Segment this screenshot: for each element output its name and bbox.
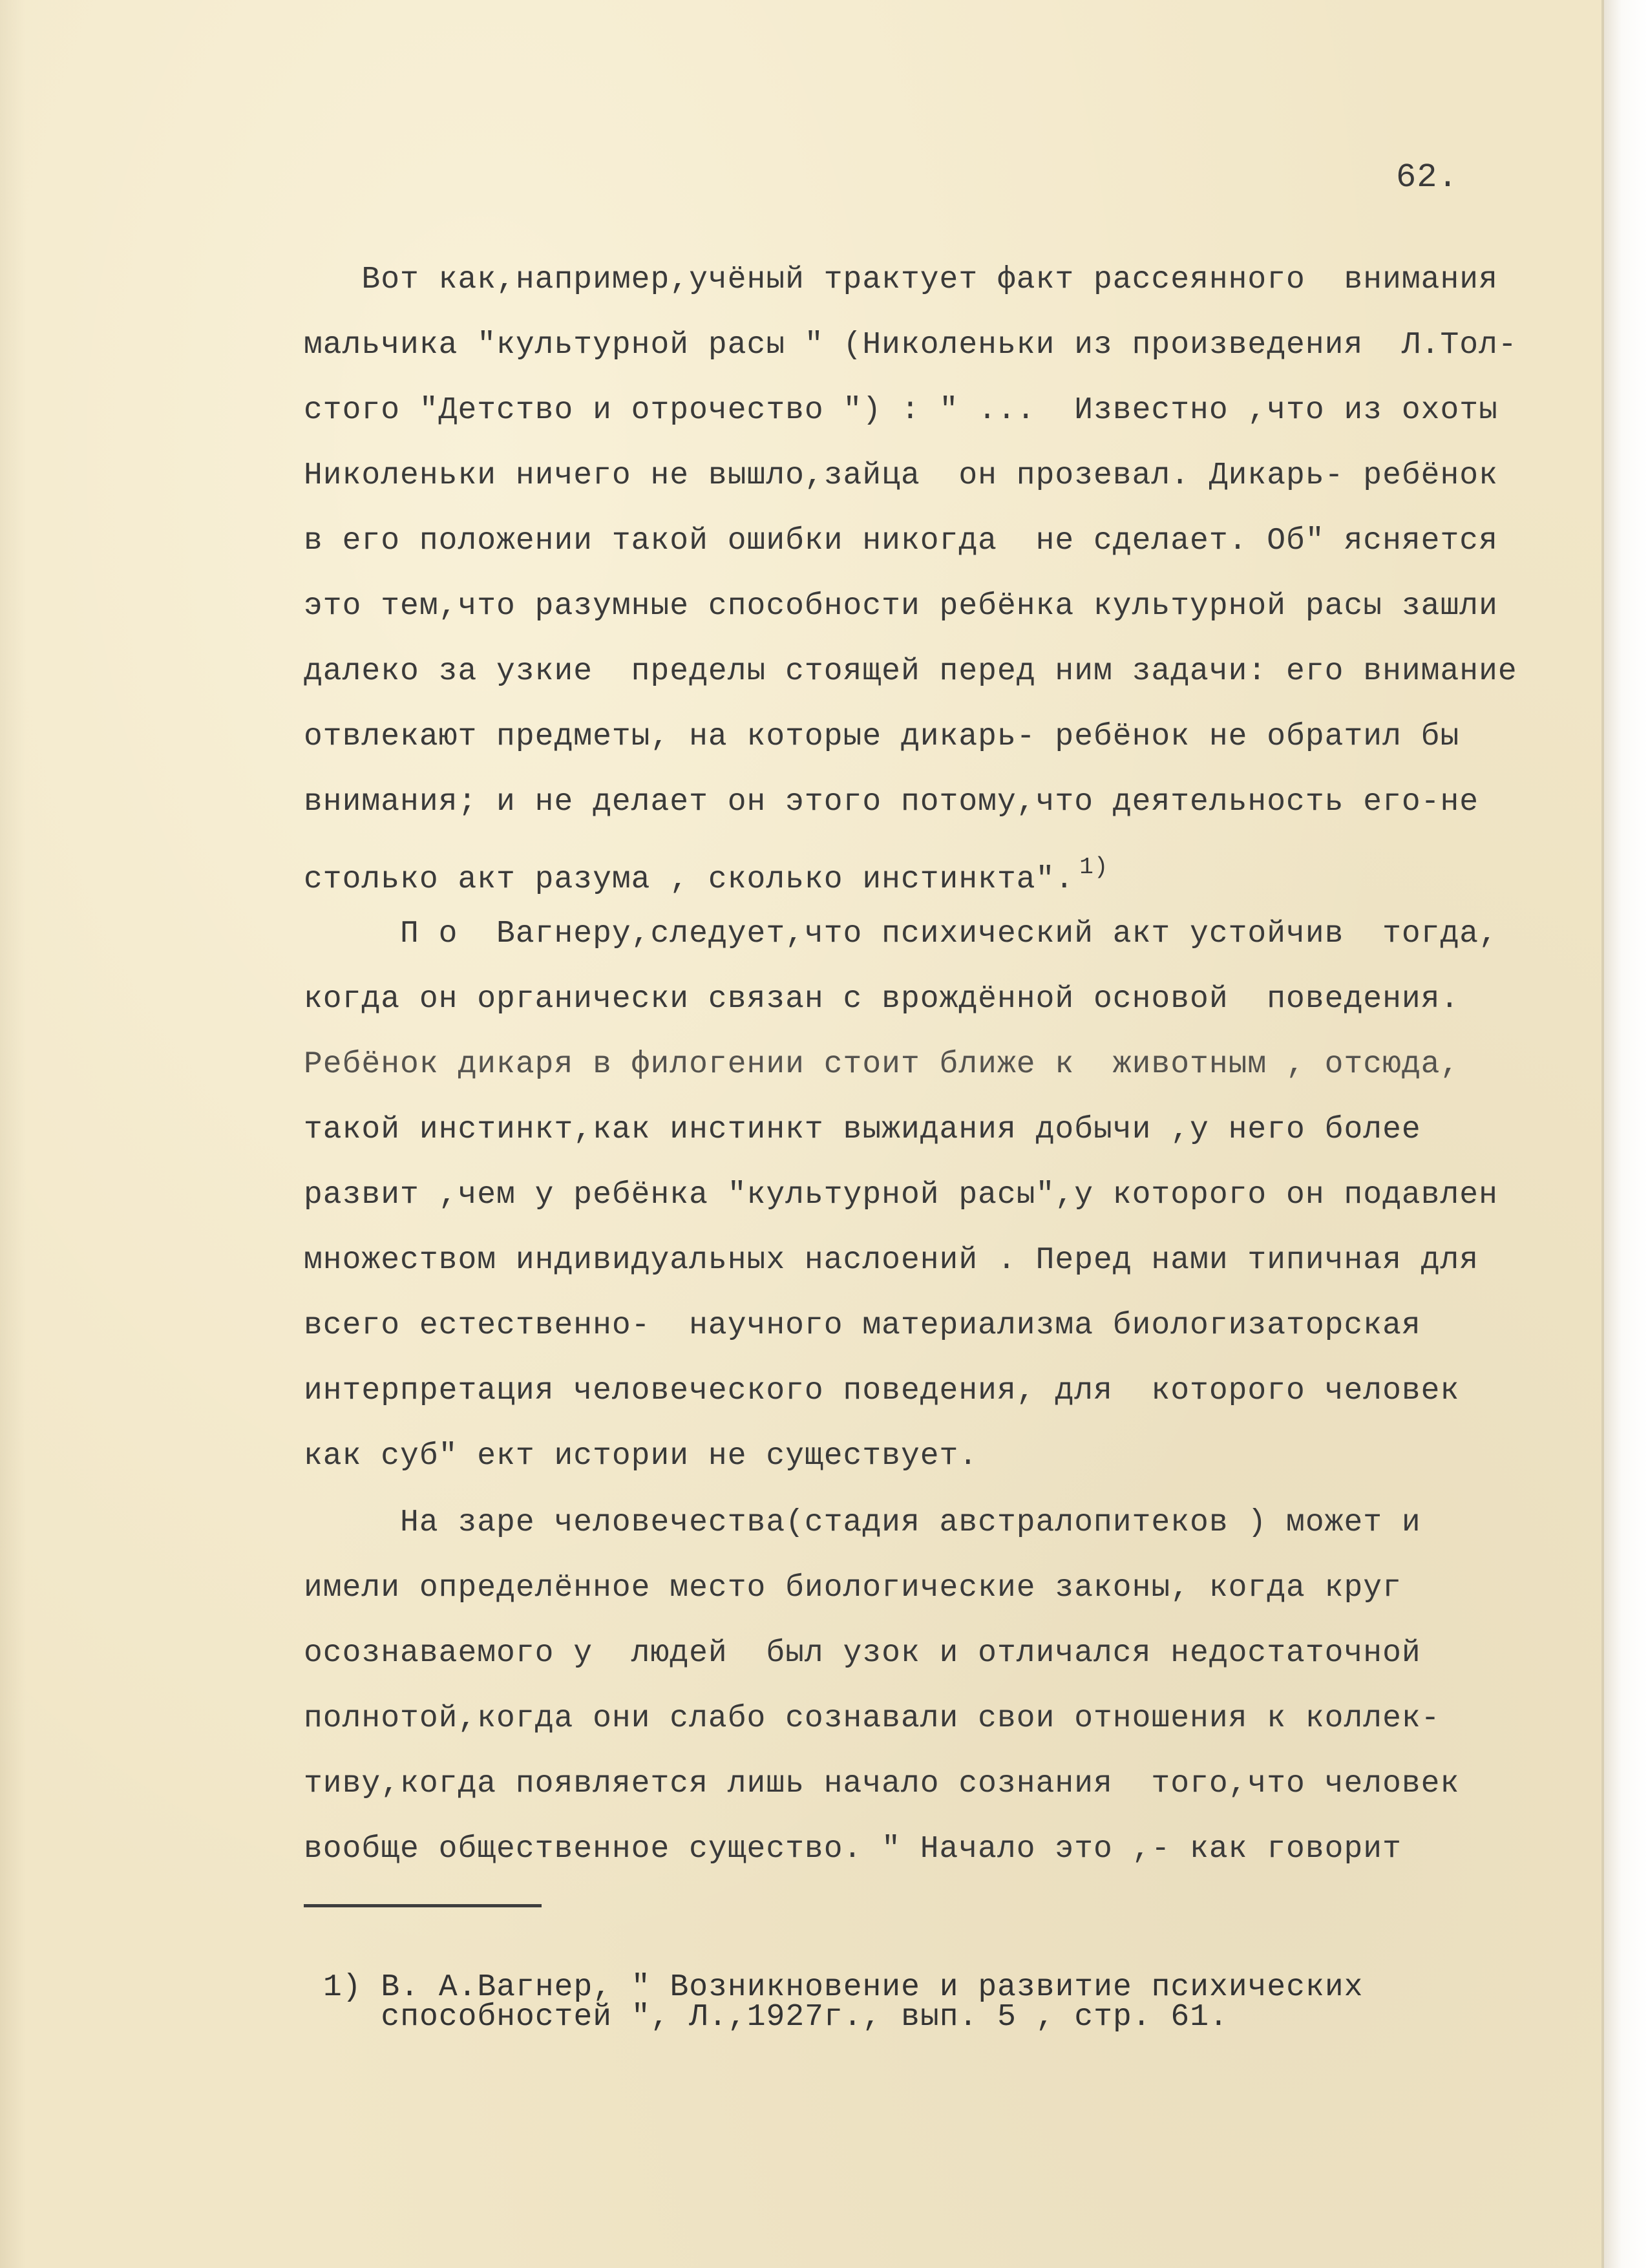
- text-line: развит ,чем у ребёнка "культурной расы",у которого он подавлен: [304, 1178, 1498, 1213]
- text-line: такой инстинкт,как инстинкт выжидания добычи ,у него более: [304, 1112, 1421, 1147]
- scan-background-edge: [1604, 0, 1648, 2268]
- text-line: далеко за узкие пределы стоящей перед ним задачи: его внимание: [304, 654, 1517, 689]
- text-line: всего естественно- научного материализма биологизаторская: [304, 1308, 1421, 1343]
- text-line: столько акт разума , сколько инстинкта".: [304, 862, 1075, 897]
- text-line: это тем,что разумные способности ребёнка культурной расы зашли: [304, 589, 1498, 624]
- text-line: Николеньки ничего не вышло,зайца он прозевал. Дикарь- ребёнок: [304, 458, 1498, 493]
- text-line: Ребёнок дикаря в филогении стоит ближе к животным , отсюда,: [304, 1047, 1460, 1082]
- text-line: как суб" ект истории не существует.: [304, 1439, 978, 1474]
- text-line: полнотой,когда они слабо сознавали свои отношения к коллек-: [304, 1701, 1441, 1736]
- text-line: На заре человечества(стадия австралопитеков ) может и: [304, 1505, 1421, 1540]
- footnote-line: 1) В. А.Вагнер, " Возникновение и развитие психических: [323, 1970, 1364, 2005]
- text-line: осознаваемого у людей был узок и отличался недостаточной: [304, 1636, 1421, 1671]
- text-line: имели определённое место биологические законы, когда круг: [304, 1571, 1402, 1606]
- text-line-with-footnote: [304, 845, 1590, 910]
- text-line: вообще общественное существо. " Начало это ,- как говорит: [304, 1832, 1402, 1867]
- footnote-line: способностей ", Л.,1927г., вып. 5 , стр. 61.: [323, 2000, 1229, 2035]
- text-line: внимания; и не делает он этого потому,что деятельность его-не: [304, 785, 1479, 820]
- text-line: Вот как,например,учёный трактует факт рассеянного внимания: [304, 262, 1498, 297]
- text-line: П о Вагнеру,следует,что психический акт устойчив тогда,: [304, 917, 1498, 951]
- text-line: тиву,когда появляется лишь начало сознания того,что человек: [304, 1766, 1460, 1801]
- text-line: в его положении такой ошибки никогда не сделает. Об" ясняется: [304, 524, 1498, 558]
- page-number: 62.: [1396, 158, 1459, 196]
- footnote: [323, 1970, 1551, 2035]
- text-line: отвлекают предметы, на которые дикарь- ребёнок не обратил бы: [304, 719, 1460, 754]
- text-line: интерпретация человеческого поведения, для которого человек: [304, 1373, 1460, 1408]
- text-line: мальчика "культурной расы " (Николеньки из произведения Л.Тол-: [304, 328, 1517, 363]
- footnote-reference: 1): [1079, 854, 1109, 880]
- text-line: множеством индивидуальных наслоений . Перед нами типичная для: [304, 1243, 1479, 1278]
- footnote-separator: [304, 1904, 542, 1907]
- text-line: когда он органически связан с врождённой основой поведения.: [304, 982, 1460, 1017]
- text-line: стого "Детство и отрочество ") : " ... Известно ,что из охоты: [304, 393, 1498, 428]
- body-text: [304, 257, 1590, 1892]
